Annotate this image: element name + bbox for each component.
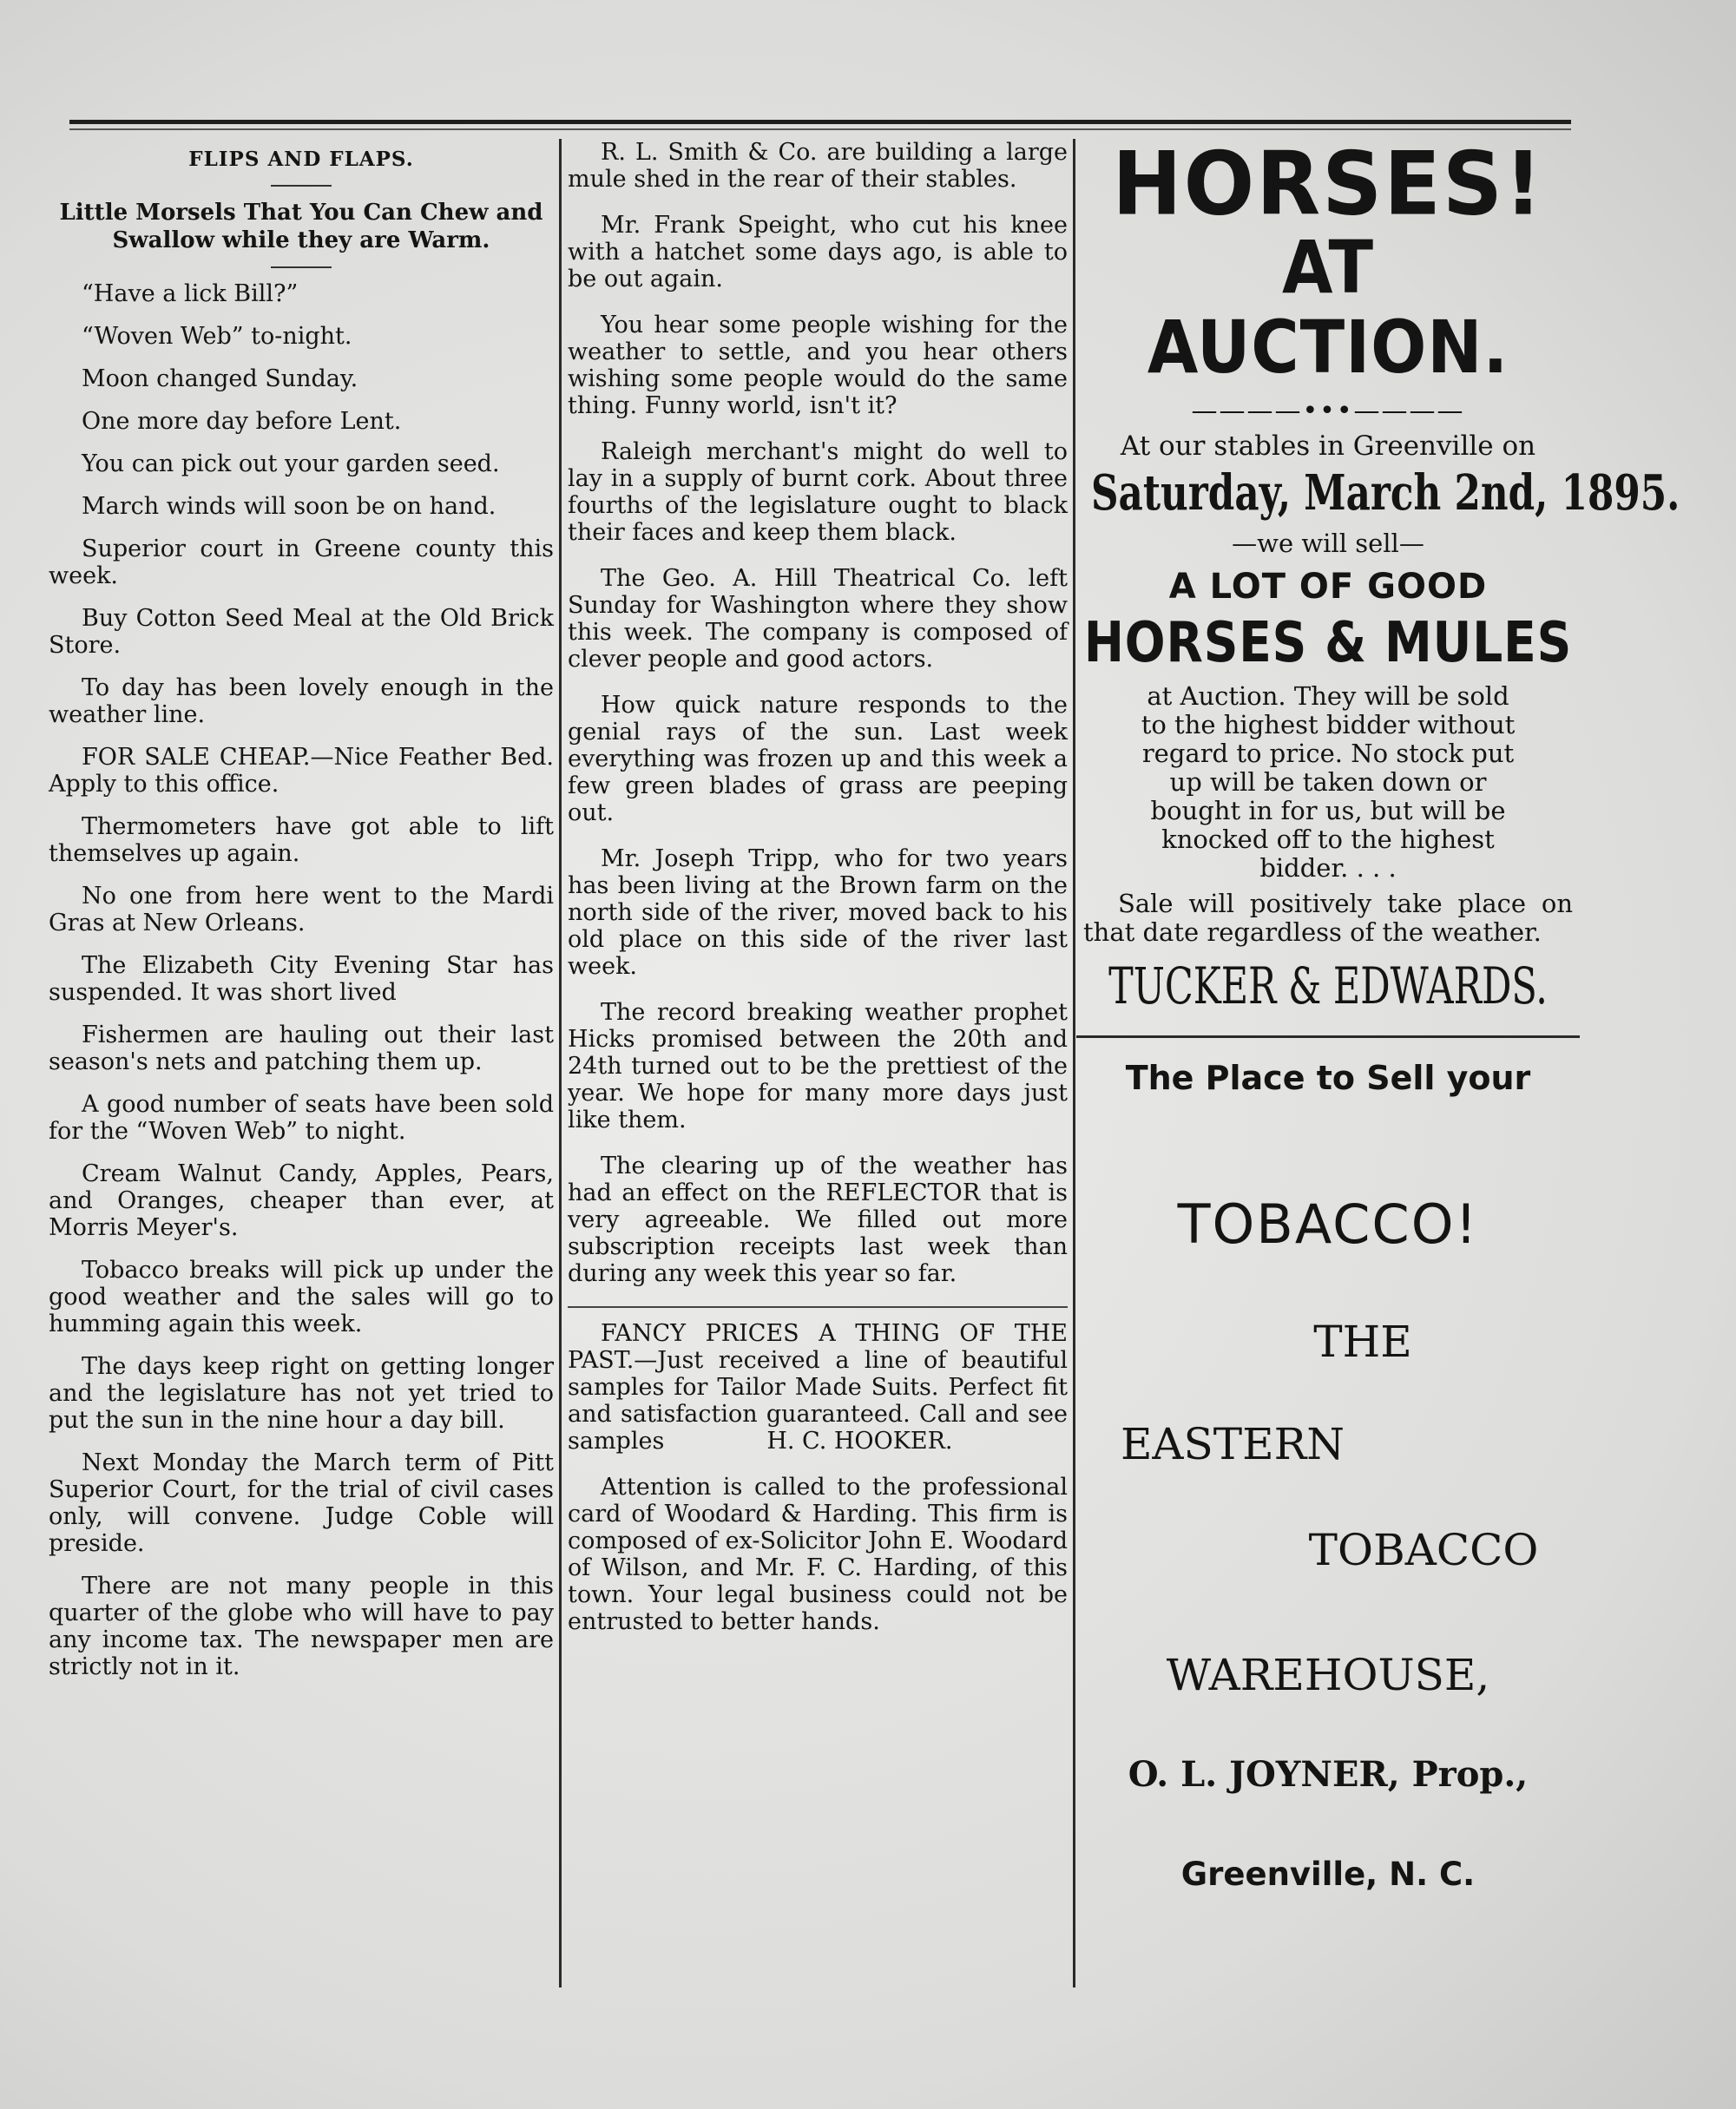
news-item: Buy Cotton Seed Meal at the Old Brick Store. — [49, 605, 554, 659]
news-item: The Geo. A. Hill Theatrical Co. left Sunday for Washington where they show this week. The company is composed of clever people and good actors. — [568, 565, 1068, 673]
news-item: R. L. Smith & Co. are building a large mule shed in the rear of their stables. — [568, 139, 1068, 193]
news-item: You can pick out your garden seed. — [82, 450, 500, 477]
news-item: Tobacco breaks will pick up under the good weather and the sales will go to humming again this week. — [49, 1257, 554, 1337]
ad-divider-rule — [1076, 1035, 1580, 1038]
news-item: The clearing up of the weather has had an effect on the REFLECTOR that is very agreeable. We filled out more subscription receipts last week than during any week this year so far. — [568, 1153, 1068, 1287]
news-item: There are not many people in this quarter of the globe who will have to pay any income tax. The newspaper men are strictly not in it. — [49, 1573, 554, 1680]
column-heading: FLIPS AND FLAPS. — [188, 148, 414, 171]
hooker-signature: H. C. HOOKER. — [766, 1428, 953, 1455]
top-rule — [69, 120, 1571, 124]
news-item: One more day before Lent. — [82, 408, 402, 435]
news-item: The record breaking weather prophet Hicks promised between the 20th and 24th turned out to be the prettiest of the year. We hope for many more days just like them. — [568, 999, 1068, 1133]
ad-will-sell: —we will sell— — [1232, 529, 1424, 558]
ad-lot-of-good: A LOT OF GOOD — [1168, 567, 1488, 607]
news-item: Raleigh merchant's might do well to lay in a supply of burnt cork. About three fourths of the legislature ought to black their faces and keep them black. — [568, 438, 1068, 546]
ad-eastern: EASTERN — [1120, 1419, 1345, 1469]
column-advertisements — [1076, 133, 1680, 1894]
ad-headline-auction: AT AUCTION. — [1147, 225, 1509, 390]
news-item: The Elizabeth City Evening Star has suspended. It was short lived — [49, 952, 554, 1006]
news-item: Superior court in Greene county this week. — [49, 535, 554, 589]
news-item: March winds will soon be on hand. — [82, 493, 496, 520]
column-divider-1 — [559, 139, 562, 1987]
news-item: How quick nature responds to the genial rays of the sun. Last week everything was frozen up and this week a few green blades of grass are peeping out. — [568, 692, 1068, 826]
news-item: Moon changed Sunday. — [82, 365, 358, 392]
ornament-divider: ————•••———— — [1191, 396, 1465, 426]
news-item: Thermometers have got able to lift themselves up again. — [49, 813, 554, 867]
column-flips-and-flaps — [49, 139, 554, 1696]
hooker-notice-text: FANCY PRICES A THING OF THE PAST.—Just received a line of beautiful samples for Tailor Made Suits. Perfect fit and satisfaction guaranteed. Call and see samples — [568, 1320, 1068, 1455]
ad-warehouse: WAREHOUSE, — [1166, 1650, 1490, 1700]
ad-firm-name: TUCKER & EDWARDS. — [1108, 956, 1548, 1015]
news-item: The days keep right on getting longer and the legislature has not yet tried to put the sun in the nine hour a day bill. — [49, 1353, 554, 1434]
ad-horses-and-mules: HORSES & MULES — [1083, 611, 1573, 675]
news-item: Cream Walnut Candy, Apples, Pears, and Oranges, cheaper than ever, at Morris Meyer's. — [49, 1160, 554, 1241]
top-rule-thin — [69, 128, 1571, 130]
news-item: To day has been lovely enough in the weather line. — [49, 674, 554, 728]
ad-the: THE — [1313, 1317, 1412, 1367]
column-divider-2 — [1073, 139, 1075, 1987]
news-item: Next Monday the March term of Pitt Superior Court, for the trial of civil cases only, will convene. Judge Coble will preside. — [49, 1449, 554, 1557]
ad-headline-horses: HORSES! — [1112, 133, 1544, 235]
news-item-for-sale: FOR SALE CHEAP.—Nice Feather Bed. Apply to this office. — [49, 744, 554, 798]
ad-tobacco-headline: TOBACCO! — [1177, 1192, 1479, 1256]
news-item: Fishermen are hauling out their last season's nets and patching them up. — [49, 1022, 554, 1075]
heading-dash — [271, 185, 332, 187]
news-item: Mr. Frank Speight, who cut his knee with a hatchet some days ago, is able to be out again. — [568, 212, 1068, 292]
column-subheading: Little Morsels That You Can Chew and Swallow while they are Warm. — [59, 200, 543, 253]
news-item: You hear some people wishing for the weather to settle, and you hear others wishing some people would do the same thing. Funny world, isn't it? — [568, 312, 1068, 419]
ad-sale-date: Saturday, March 2nd, 1895. — [1091, 464, 1680, 522]
ad-tobacco-word: TOBACCO — [1308, 1525, 1539, 1575]
ad-place-to-sell: The Place to Sell your — [1125, 1059, 1531, 1097]
news-item: “Woven Web” to-night. — [82, 323, 352, 350]
ad-auction-terms: at Auction. They will be sold to the highest bidder without regard to price. No stock put up will be taken down or bought in for us, but will be knocked off to the highest bidder. . . . — [1141, 681, 1516, 883]
ad-sale-positively: Sale will positively take place on that date regardless of the weather. — [1083, 889, 1573, 947]
news-item-woodard: Attention is called to the professional card of Woodard & Harding. This firm is composed of ex-Solicitor John E. Woodard of Wilson, and Mr. F. C. Harding, of this town. Your legal business could not be entrusted to better hands. — [568, 1474, 1068, 1635]
news-item: Mr. Joseph Tripp, who for two years has been living at the Brown farm on the north side of the river, moved back to his old place on this side of the river last week. — [568, 845, 1068, 980]
ad-location: Greenville, N. C. — [1180, 1856, 1476, 1893]
news-item: A good number of seats have been sold for the “Woven Web” to night. — [49, 1091, 554, 1145]
ad-proprietor: O. L. JOYNER, Prop., — [1128, 1754, 1529, 1795]
news-item: “Have a lick Bill?” — [82, 280, 299, 307]
news-item: No one from here went to the Mardi Gras at New Orleans. — [49, 883, 554, 936]
item-rule — [568, 1306, 1068, 1308]
ad-stables-line: At our stables in Greenville on — [1120, 430, 1536, 462]
subheading-dash — [271, 266, 332, 268]
